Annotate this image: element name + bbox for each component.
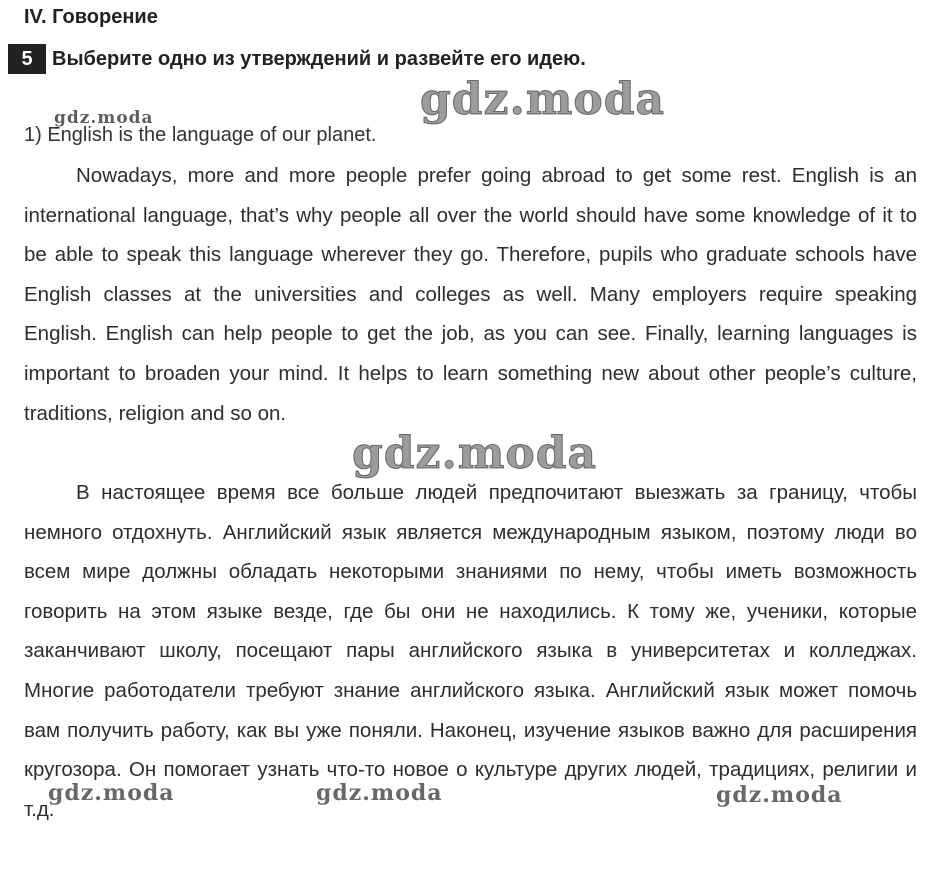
watermark-bottom-left: gdz.moda [48, 780, 175, 806]
section-title: IV. Говорение [24, 6, 158, 28]
watermark-bottom-right: gdz.moda [716, 782, 843, 808]
task-number-badge: 5 [8, 44, 46, 74]
russian-paragraph: В настоящее время все больше людей предпочитают выезжать за границу, чтобы немного отдохнуть. Английский язык является международным языком, поэтому люди во всем мире должны обладать некоторыми знаниями по нему, чтобы иметь возможность говорить на этом языке везде, где бы они не находились. К тому же, ученики, которые заканчивают школу, посещают пары английского языка в университетах и колледжах. Многие работодатели требуют знание английского языка. Английский язык может помочь вам получить работу, как вы уже поняли. Наконец, изучение языков важно для расширения кругозора. Он помогает узнать что-то новое о культуре других людей, традициях, религии и т.д. [24, 481, 917, 821]
task-instruction: Выберите одно из утверждений и развейте его идею. [52, 47, 586, 70]
watermark-bottom-middle: gdz.moda [316, 780, 443, 806]
watermark-small-top: gdz.moda [54, 108, 154, 128]
english-paragraph: Nowadays, more and more people prefer going abroad to get some rest. English is an international language, that’s why people all over the world should have some knowledge of it to be able to speak this language wherever they go. Therefore, pupils who graduate schools have English classes at the universities and colleges as well. Many employers require speaking English. English can help people to get the job, as you can see. Finally, learning languages is important to broaden your mind. It helps to learn something new about other people’s culture, traditions, religion and so on. [24, 164, 917, 425]
watermark-large-middle: gdz.moda [352, 428, 598, 479]
task-header [8, 44, 586, 74]
item-heading: 1) English is the language of our planet. [24, 124, 377, 146]
watermark-large-top: gdz.moda [420, 74, 666, 125]
